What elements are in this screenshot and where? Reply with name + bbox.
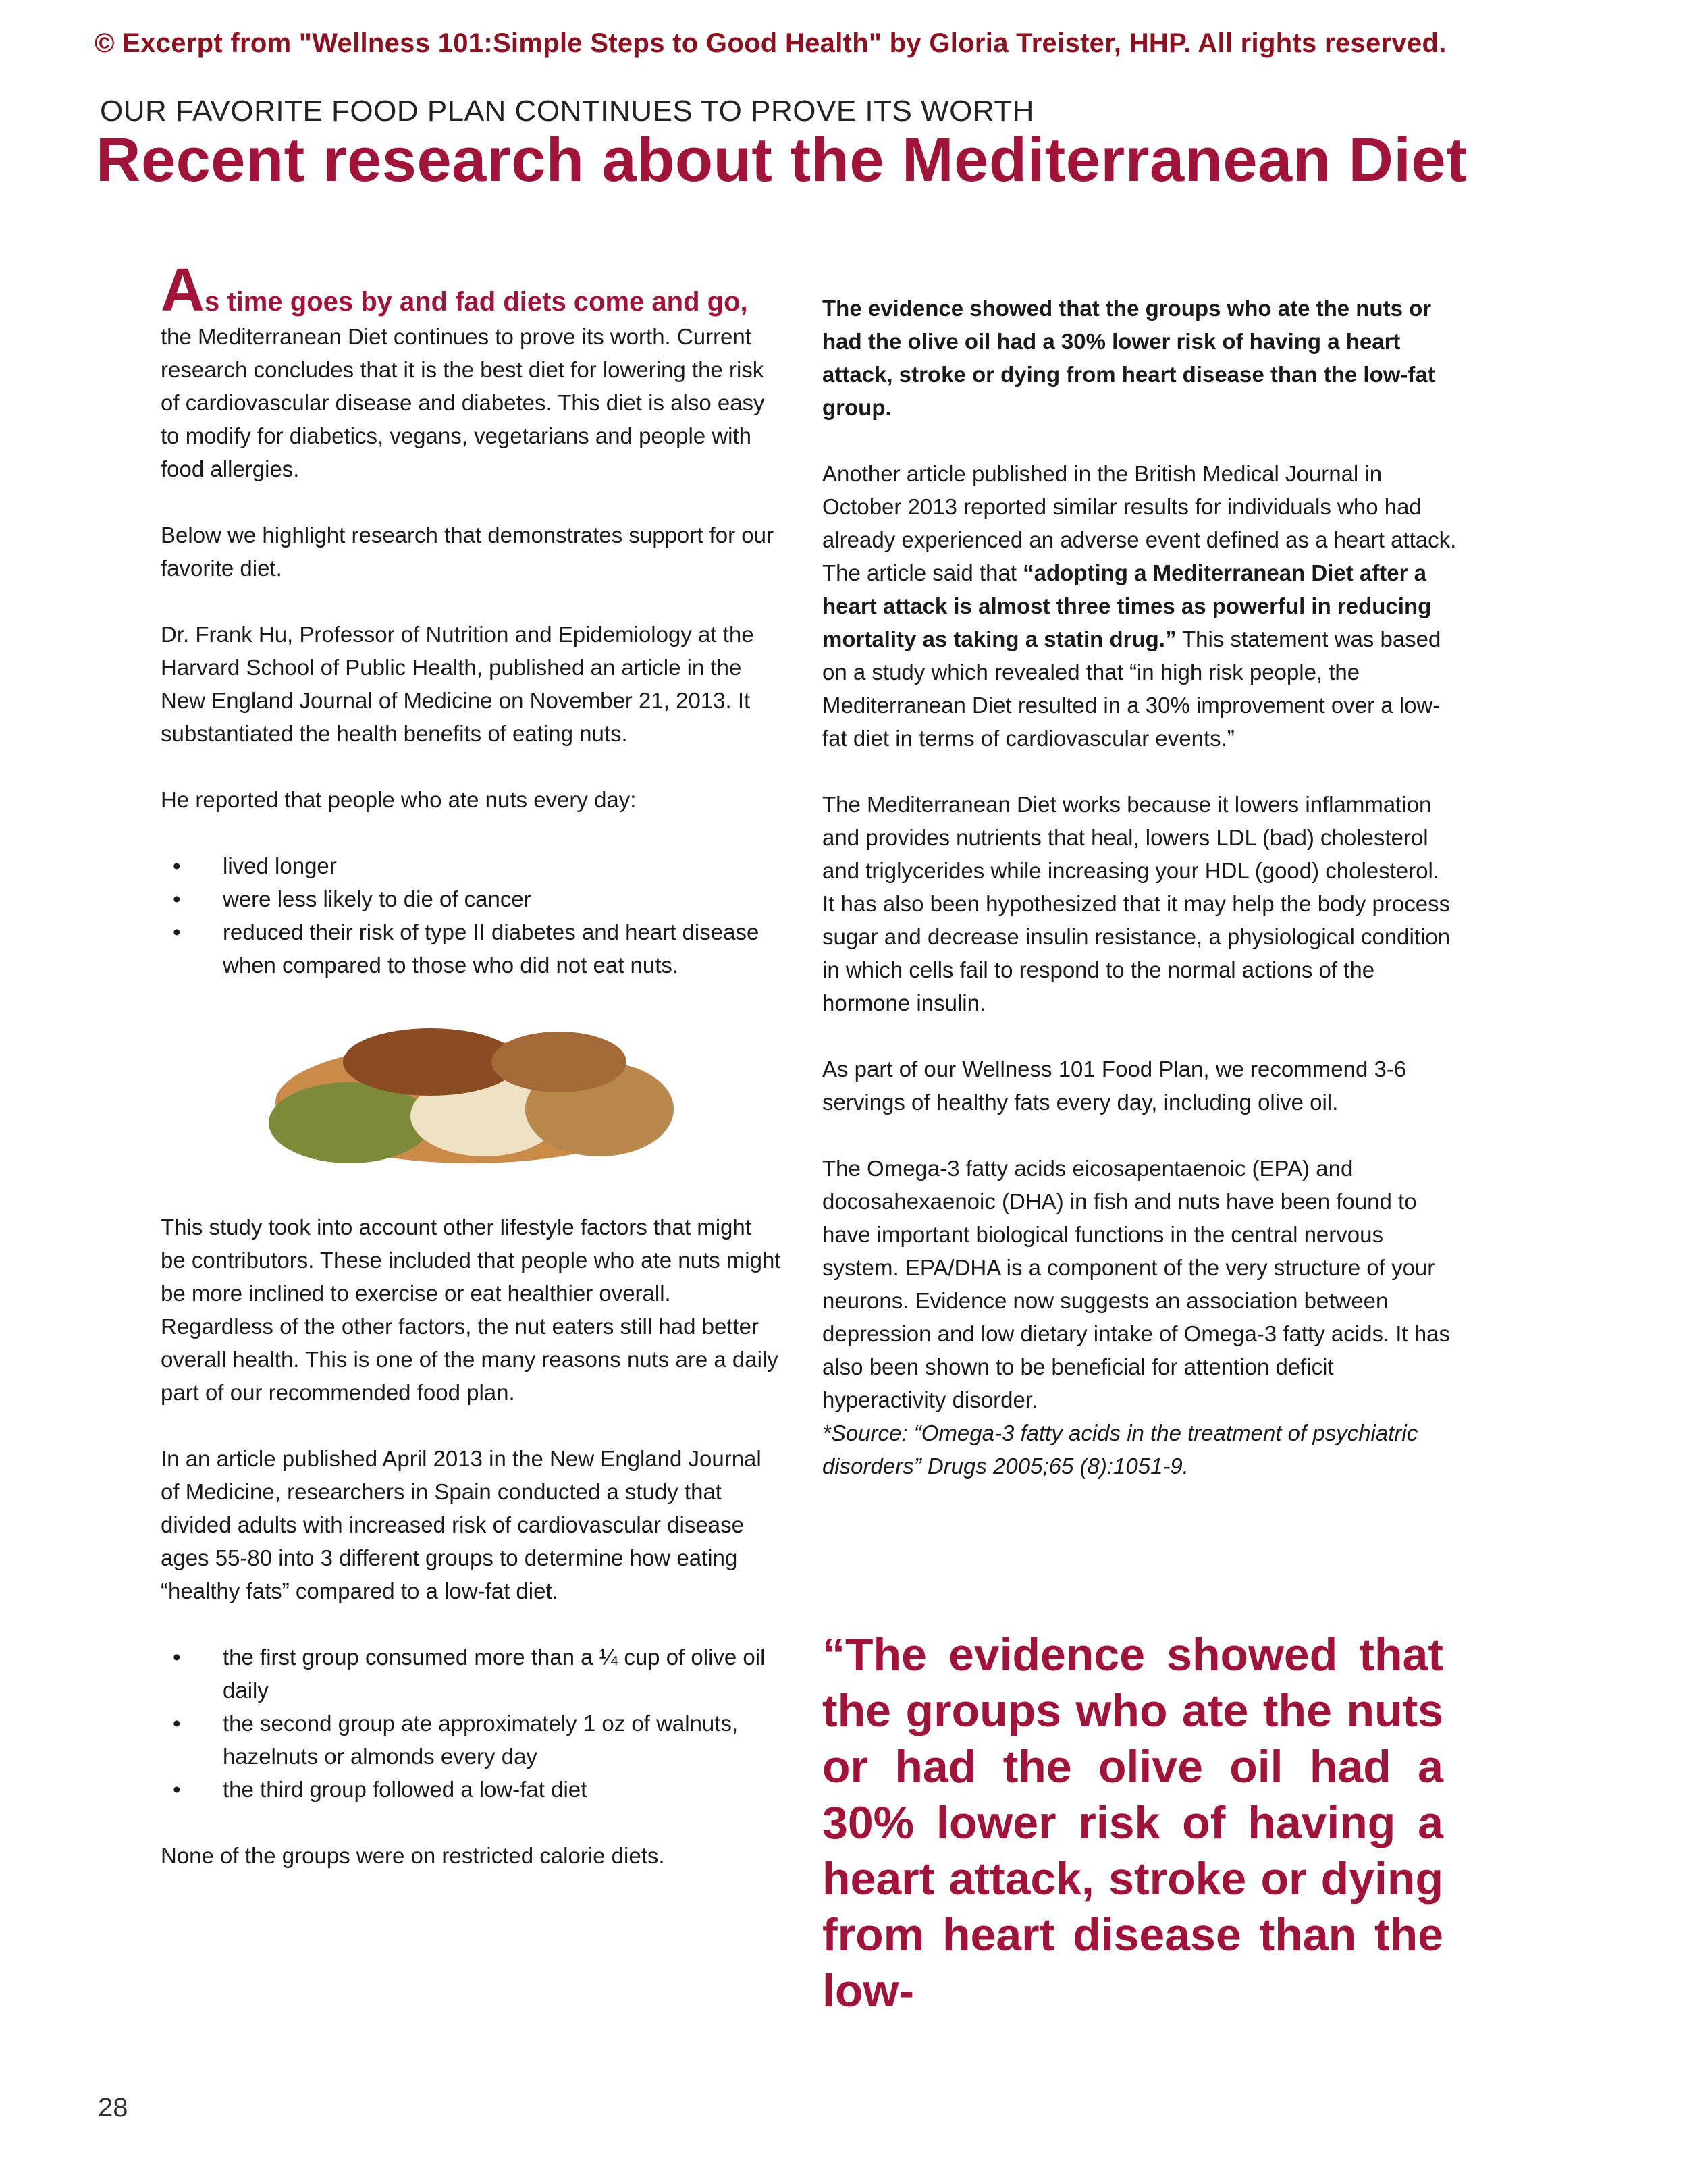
nut-benefits-list — [161, 849, 782, 982]
right-column — [822, 292, 1457, 1516]
bold-paragraph: The evidence showed that the groups who ate the nuts or had the olive oil had a 30% lower risk of having a heart attack, stroke or dying from heart disease than the low-fat group. — [822, 296, 1435, 420]
list-item: • the first group consumed more than a ¼ cup of olive oil daily — [161, 1641, 782, 1707]
left-column — [161, 257, 782, 1905]
section-kicker: OUR FAVORITE FOOD PLAN CONTINUES TO PROVE ITS WORTH — [100, 95, 1034, 128]
paragraph: None of the groups were on restricted calorie diets. — [161, 1843, 665, 1868]
bullet-icon: • — [173, 1645, 181, 1670]
paragraph: Another article published in the British Medical Journal in October 2013 reported similar results for individuals who had already experienced an adverse event defined as a heart attack. The article said that “adopting a Mediterranean Diet after a heart attack is almost three times as powerful in reducing mortality as taking a statin drug.” This statement was based on a study which revealed that “in high risk people, the Mediterranean Diet resulted in a 30% improvement over a low-fat diet in terms of cardiovascular events.” — [822, 461, 1457, 751]
intro-paragraph: the Mediterranean Diet continues to prove its worth. Current research concludes that it is the best diet for lowering the risk of cardiovascular disease and diabetes. This diet is also easy to modify for diabetics, vegans, vegetarians and people with food allergies. — [161, 324, 765, 481]
lead-sentence — [161, 257, 782, 324]
list-item: • lived longer — [161, 849, 782, 882]
lead-text: s time goes by and fad diets come and go, — [205, 287, 748, 317]
paragraph: The Omega-3 fatty acids eicosapentaenoic (EPA) and docosahexaenoic (DHA) in fish and nuts have been found to have important biological functions in the central nervous system. EPA/DHA is a component of the very structure of your neurons. Evidence now suggests an association between depression and low dietary intake of Omega-3 fatty acids. It has also been shown to be beneficial for attention deficit hyperactivity disorder. — [822, 1156, 1450, 1412]
paragraph: Below we highlight research that demonstrates support for our favorite diet. — [161, 523, 774, 581]
list-item: • were less likely to die of cancer — [161, 882, 782, 915]
paragraph: The Mediterranean Diet works because it lowers inflammation and provides nutrients that heal, lowers LDL (bad) cholesterol and triglycerides while increasing your HDL (good) cholesterol. It has also been hypothesized that it may help the body process sugar and decrease insulin resistance, a physiological condition in which cells fail to respond to the normal actions of the hormone insulin. — [822, 792, 1451, 1015]
source-citation: *Source: “Omega-3 fatty acids in the treatment of psychiatric disorders” Drugs 2005;65 (8):1051-9. — [822, 1420, 1418, 1479]
study-groups-list — [161, 1641, 782, 1806]
paragraph: As part of our Wellness 101 Food Plan, we recommend 3-6 servings of healthy fats every day, including olive oil. — [822, 1057, 1407, 1115]
paragraph: Dr. Frank Hu, Professor of Nutrition and Epidemiology at the Harvard School of Public Health, published an article in the New England Journal of Medicine on November 21, 2013. It substantiated the health benefits of eating nuts. — [161, 622, 754, 746]
bullet-icon: • — [173, 1777, 181, 1802]
list-item: • the third group followed a low-fat diet — [161, 1773, 782, 1806]
list-item: • the second group ate approximately 1 oz of walnuts, hazelnuts or almonds every day — [161, 1707, 782, 1773]
paragraph: In an article published April 2013 in the New England Journal of Medicine, researchers in Spain conducted a study that divided adults with increased risk of cardiovascular disease ages 55-80 into 3 different groups to determine how eating “healthy fats” compared to a low-fat diet. — [161, 1446, 761, 1603]
page-number: 28 — [98, 2093, 128, 2123]
bullet-icon: • — [173, 920, 181, 944]
bullet-icon: • — [173, 853, 181, 878]
list-item: • reduced their risk of type II diabetes and heart disease when compared to those who did not eat nuts. — [161, 915, 782, 982]
bullet-icon: • — [173, 886, 181, 911]
nuts-image — [262, 1015, 680, 1170]
page-title: Recent research about the Mediterranean Diet — [96, 126, 1468, 194]
copyright-notice: © Excerpt from "Wellness 101:Simple Steps to Good Health" by Gloria Treister, HHP. All rights reserved. — [95, 28, 1447, 58]
paragraph: This study took into account other lifestyle factors that might be contributors. These included that people who ate nuts might be more inclined to exercise or eat healthier overall. Regardless of the other factors, the nut eaters still had better overall health. This is one of the many reasons nuts are a daily part of our recommended food plan. — [161, 1215, 781, 1405]
pull-quote: “The evidence showed that the groups who ate the nuts or had the olive oil had a 30% lower risk of having a heart attack, stroke or dying from heart disease than the low- — [822, 1629, 1443, 2017]
bullet-icon: • — [173, 1711, 181, 1736]
drop-cap: A — [161, 257, 205, 324]
paragraph: He reported that people who ate nuts every day: — [161, 787, 637, 812]
